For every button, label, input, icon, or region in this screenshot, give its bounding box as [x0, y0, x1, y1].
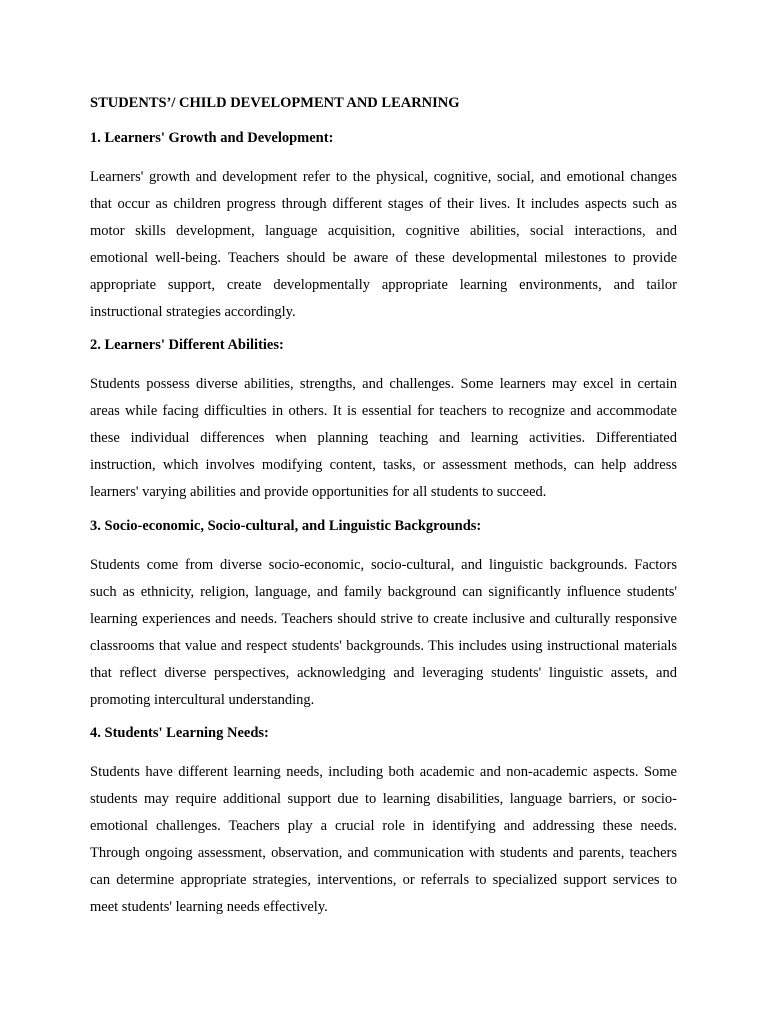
section-paragraph: Learners' growth and development refer to the physical, cognitive, social, and emotional changes that occur as children progress through different stages of their lives. It includes aspects such as motor skills development, language acquisition, cognitive abilities, social interactions, and emotional well-being. Teachers should be aware of these developmental milestones to provide appropriate support, create developmentally appropriate learning environments, and tailor instructional strategies accordingly. — [90, 169, 677, 320]
document-title: STUDENTS’/ CHILD DEVELOPMENT AND LEARNING — [90, 95, 460, 111]
section-heading: 4. Students' Learning Needs: — [90, 725, 269, 742]
section-heading: 1. Learners' Growth and Development: — [90, 130, 334, 146]
section-heading: 3. Socio-economic, Socio-cultural, and Linguistic Backgrounds: — [90, 517, 482, 534]
section-paragraph: Students have different learning needs, including both academic and non-academic aspects. Some students may require additional support due to learning disabilities, language barriers, or socio-emotional challenges. Teachers play a crucial role in identifying and addressing these needs. Through ongoing assessment, observation, and communication with students and parents, teachers can determine appropriate strategies, interventions, or referrals to specialized support services to meet students' learning needs effectively. — [90, 764, 677, 915]
section-paragraph: Students come from diverse socio-economic, socio-cultural, and linguistic backgrounds. Factors such as ethnicity, religion, language, and family background can significantly influence students' learning experiences and needs. Teachers should strive to create inclusive and culturally responsive classrooms that value and respect students' backgrounds. This includes using instructional materials that reflect diverse perspectives, acknowledging and leveraging students' linguistic assets, and promoting intercultural understanding. — [90, 556, 677, 708]
section-paragraph: Students possess diverse abilities, strengths, and challenges. Some learners may excel in certain areas while facing difficulties in others. It is essential for teachers to recognize and accommodate these individual differences when planning teaching and learning activities. Differentiated instruction, which involves modifying content, tasks, or assessment methods, can help address learners' varying abilities and provide opportunities for all students to succeed. — [90, 376, 677, 501]
section-learning-needs — [90, 723, 677, 920]
section-backgrounds — [90, 516, 677, 713]
section-different-abilities — [90, 335, 677, 506]
document-page — [90, 93, 677, 931]
section-heading: 2. Learners' Different Abilities: — [90, 337, 284, 354]
section-growth-development — [90, 128, 677, 325]
